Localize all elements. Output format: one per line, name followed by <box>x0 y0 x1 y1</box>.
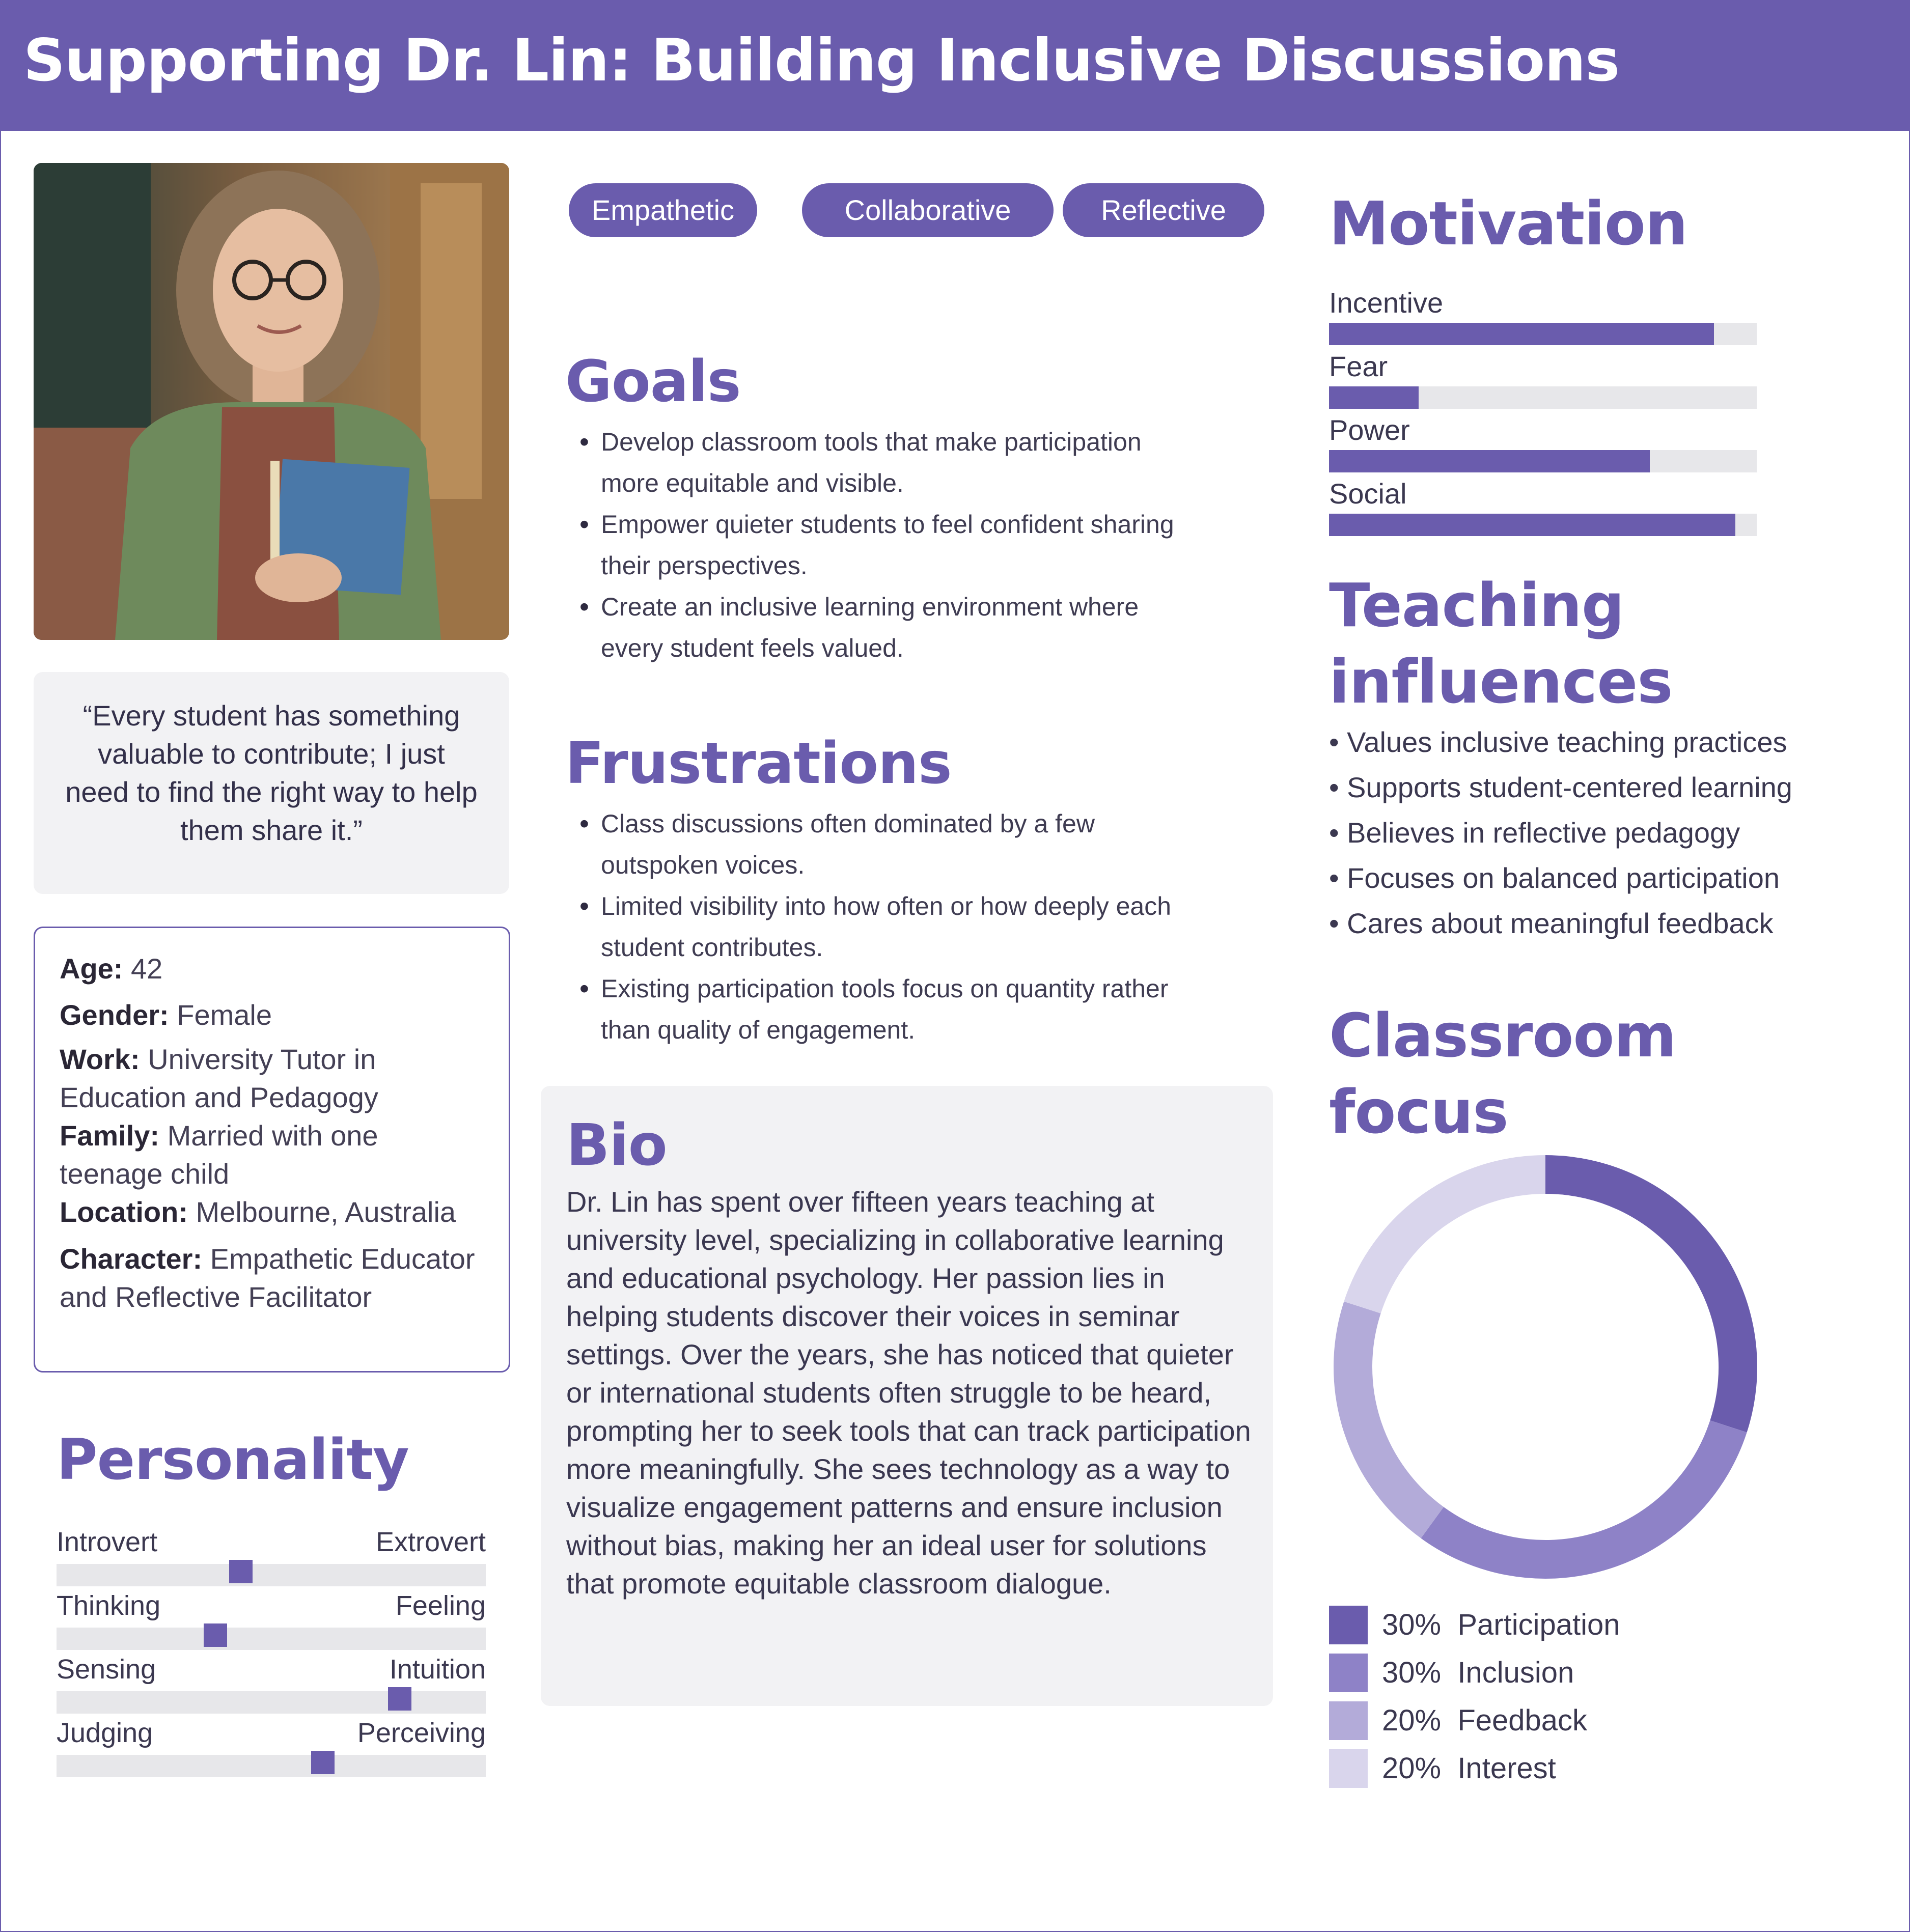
personality-scale-track <box>57 1755 486 1777</box>
goals-list <box>579 422 1258 669</box>
personality-left-label: Sensing <box>57 1654 156 1685</box>
motivation-bar-track <box>1329 450 1757 472</box>
donut-slice-participation <box>1545 1174 1738 1426</box>
personality-scale-marker <box>311 1751 335 1774</box>
tag-collaborative: Collaborative <box>802 183 1054 237</box>
legend-percent: 30% <box>1382 1656 1442 1689</box>
personality-right-label: Perceiving <box>357 1718 486 1748</box>
frustrations-list <box>579 803 1258 1051</box>
legend-swatch <box>1329 1701 1368 1740</box>
page-title: Supporting Dr. Lin: Building Inclusive Discussions <box>23 26 1620 94</box>
legend-category: Inclusion <box>1457 1656 1574 1689</box>
legend-label <box>1382 1751 1556 1785</box>
donut-slice-feedback <box>1353 1307 1432 1523</box>
influence-item: • Cares about meaningful feedback <box>1329 907 1774 939</box>
info-age: Age: 42 <box>60 953 163 985</box>
motivation-bar-track <box>1329 323 1757 345</box>
personality-scale-marker <box>204 1623 227 1647</box>
influence-item: • Values inclusive teaching practices <box>1329 726 1787 758</box>
tag-empathetic: Empathetic <box>569 183 757 237</box>
legend-item <box>1329 1749 1685 1788</box>
motivation-label: Incentive <box>1329 287 1444 319</box>
personality-scale-marker <box>388 1687 411 1711</box>
motivation-bar-track <box>1329 514 1757 536</box>
legend-label <box>1382 1703 1587 1738</box>
frustrations-heading: Frustrations <box>565 731 952 797</box>
goal-item: • Create an inclusive learning environment where every student feels valued. <box>579 592 1139 662</box>
goal-item: • Develop classroom tools that make participation more equitable and visible. <box>579 427 1142 497</box>
header-bar <box>0 0 1910 131</box>
influence-item: • Focuses on balanced participation <box>1329 862 1780 894</box>
frustration-item: • Limited visibility into how often or how deeply each student contributes. <box>579 891 1172 962</box>
classroom-focus-heading-line2: focus <box>1329 1077 1508 1147</box>
motivation-bar-track <box>1329 386 1757 409</box>
demographics-card <box>34 927 510 1373</box>
motivation-bar-fill <box>1329 386 1419 409</box>
legend-category: Participation <box>1457 1608 1620 1641</box>
donut-slice-inclusion <box>1432 1426 1729 1559</box>
motivation-heading: Motivation <box>1329 188 1687 259</box>
legend-item <box>1329 1701 1685 1740</box>
personality-left-label: Introvert <box>57 1527 158 1557</box>
influence-item: • Supports student-centered learning <box>1329 771 1792 803</box>
frustration-item: • Class discussions often dominated by a few outspoken voices. <box>579 808 1095 879</box>
personality-scale-track <box>57 1564 486 1586</box>
legend-percent: 20% <box>1382 1704 1442 1737</box>
motivation-bar-fill <box>1329 450 1650 472</box>
tag-reflective: Reflective <box>1063 183 1264 237</box>
goals-heading: Goals <box>565 349 741 415</box>
teaching-influences-heading: Teaching <box>1329 570 1624 640</box>
legend-percent: 30% <box>1382 1608 1442 1641</box>
legend-item <box>1329 1654 1685 1692</box>
motivation-bar-fill <box>1329 323 1714 345</box>
bio-heading: Bio <box>566 1112 667 1179</box>
info-work: Work: University Tutor in Education and Pedagogy <box>60 1043 378 1113</box>
personality-heading: Personality <box>57 1427 409 1492</box>
info-family: Family: Married with one teenage child <box>60 1119 378 1190</box>
legend-percent: 20% <box>1382 1752 1442 1785</box>
legend-swatch <box>1329 1749 1368 1788</box>
classroom-focus-heading: Classroom <box>1329 1000 1676 1071</box>
frustration-item: • Existing participation tools focus on quantity rather than quality of engagement. <box>579 973 1169 1044</box>
legend-item <box>1329 1606 1685 1644</box>
motivation-bar-fill <box>1329 514 1735 536</box>
teaching-influences-heading-line2: influences <box>1329 647 1673 717</box>
legend-label <box>1382 1656 1574 1690</box>
teacher-portrait-photo <box>34 163 509 640</box>
bio-card <box>541 1086 1273 1706</box>
info-location: Location: Melbourne, Australia <box>60 1196 456 1228</box>
persona-quote: “Every student has something valuable to contribute; I just need to find the right way to help them share it.” <box>65 699 478 846</box>
personality-left-label: Judging <box>57 1718 153 1748</box>
bio-text: Dr. Lin has spent over fifteen years teaching at university level, specializing in collaborative learning and educational psychology. Her passion lies in helping students discover their voices in seminar settings. Over the years, she has noticed that quieter or international students often struggle to be heard, prompting her to seek tools that can track participation more meaningfully. She sees technology as a way to visualize engagement patterns and ensure inclusion without bias, making her an ideal user for solutions that promote equitable classroom dialogue. <box>566 1186 1251 1600</box>
legend-swatch <box>1329 1654 1368 1692</box>
info-gender: Gender: Female <box>60 999 272 1031</box>
legend-swatch <box>1329 1606 1368 1644</box>
personality-scale-track <box>57 1691 486 1714</box>
donut-slice-interest <box>1363 1174 1545 1307</box>
personality-right-label: Feeling <box>395 1590 486 1621</box>
influence-item: • Believes in reflective pedagogy <box>1329 817 1740 849</box>
personality-scale-marker <box>229 1560 253 1583</box>
personality-scale-track <box>57 1628 486 1650</box>
info-character: Character: Empathetic Educator and Reflective Facilitator <box>60 1243 475 1313</box>
legend-category: Feedback <box>1457 1704 1588 1737</box>
classroom-focus-donut-chart <box>1324 1145 1767 1588</box>
motivation-label: Fear <box>1329 350 1388 382</box>
legend-category: Interest <box>1457 1752 1556 1785</box>
quote-card <box>34 672 509 894</box>
personality-right-label: Extrovert <box>375 1527 486 1557</box>
teaching-influences-list <box>1329 719 1792 946</box>
personality-right-label: Intuition <box>389 1654 486 1685</box>
motivation-label: Social <box>1329 478 1407 510</box>
goal-item: • Empower quieter students to feel confident sharing their perspectives. <box>579 509 1174 580</box>
legend-label <box>1382 1608 1620 1642</box>
motivation-label: Power <box>1329 414 1410 446</box>
personality-left-label: Thinking <box>57 1590 161 1621</box>
